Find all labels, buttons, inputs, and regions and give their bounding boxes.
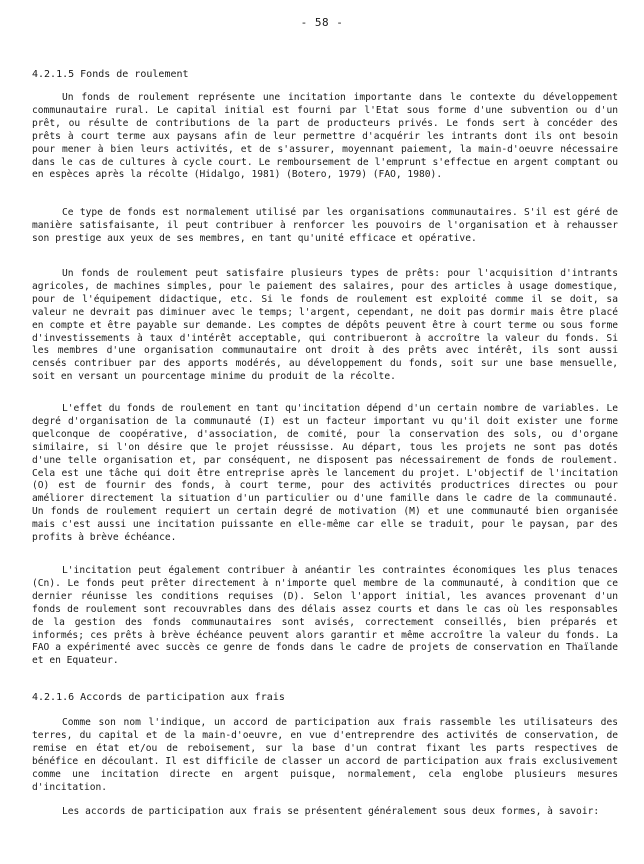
page-number: - 58 - (300, 16, 344, 29)
paragraph: L'effet du fonds de roulement en tant qu'incitation dépend d'un certain nombre de variables. Le degré d'organisation de la communauté (I) est un facteur important vu qu'il doit exister une forme quelconque de coopérative, d'association, de comité, pour la conservation des sols, ou d'organe similaire, si l'on désire que le projet réussisse. Au départ, tous les projets ne sont pas dotés d'une telle organisation et, par conséquent, ne disposent pas nécessairement de fonds de roulement. Cela est une tâche qui doit être entreprise après le lancement du projet. L'objectif de l'incitation (O) est de fournir des fonds, à court terme, pour des activités productrices directes ou pour améliorer directement la situation d'un particulier ou d'une famille dans le cadre de la communauté. Un fonds de roulement requiert un certain degré de motivation (M) et une communauté bien organisée mais c'est aussi une incitation puissante en elle-même car elle se traduit, pour le paysan, par des profits à brève échéance. (32, 403, 618, 544)
paragraph: Comme son nom l'indique, un accord de participation aux frais rassemble les utilisateurs des terres, du capital et de la main-d'oeuvre, en vue d'entreprendre des activités de conservation, de remise en état et/ou de reboisement, sur la base d'un contrat fixant les parts respectives de bénéfice en découlant. Il est difficile de classer un accord de participation aux frais exclusivement comme une incitation directe en argent puisque, normalement, cela englobe plusieurs mesures d'incitation. (32, 717, 618, 793)
paragraph: Ce type de fonds est normalement utilisé par les organisations communautaires. S'il est géré de manière satisfaisante, il peut contribuer à renforcer les pouvoirs de l'organisation et à rehausser son prestige aux yeux de ses membres, en tant qu'unité efficace et opérative. (32, 207, 618, 244)
paragraph: Les accords de participation aux frais se présentent généralement sous deux formes, à savoir: (62, 806, 600, 817)
section-heading-fonds-de-roulement: 4.2.1.5 Fonds de roulement (32, 69, 189, 80)
section-heading-accords-participation: 4.2.1.6 Accords de participation aux frais (32, 692, 285, 703)
paragraph: L'incitation peut également contribuer à anéantir les contraintes économiques les plus tenaces (Cn). Le fonds peut prêter directement à n'importe quel membre de la communauté, à condition que ce dernier réunisse les conditions requises (D). Selon l'apport initial, les avances provenant d'un fonds de roulement sont recouvrables dans des délais assez courts et dans le cas où les responsables de la gestion des fonds communautaires sont avisés, correctement conseillés, bien préparés et informés; ces prêts à brève échéance peuvent alors garantir et même accroître la valeur du fonds. La FAO a expérimenté avec succès ce genre de fonds dans le cadre de projets de conservation en Thaïlande et en Equateur. (32, 565, 618, 667)
paragraph: Un fonds de roulement peut satisfaire plusieurs types de prêts: pour l'acquisition d'intrants agricoles, de machines simples, pour le paiement des salaires, pour des articles à usage domestique, pour de l'équipement didactique, etc. Si le fonds de roulement est exploité comme il se doit, sa valeur ne devrait pas diminuer avec le temps; l'argent, cependant, ne doit pas dormir mais être placé en compte et être payable sur demande. Les comptes de dépôts peuvent être à court terme ou sous forme d'investissements à taux d'intérêt acceptable, qui contribueront à accroître la valeur du fonds. Si les membres d'une organisation communautaire ont droit à des prêts avec intérêt, ils sont aussi censés contribuer par des apports modérés, au développement du fonds, soit sur une base mensuelle, soit en versant un pourcentage minime du produit de la récolte. (32, 268, 618, 383)
paragraph: Un fonds de roulement représente une incitation importante dans le contexte du développement communautaire rural. Le capital initial est fourni par l'Etat sous forme d'une subvention ou d'un prêt, ou résulte de contributions de la part de producteurs privés. Le fonds sert à concéder des prêts à court terme aux paysans afin de leur permettre d'acquérir les intrants dont ils ont besoin pour mener à bien leurs activités, et de s'assurer, moyennant paiement, la main-d'oeuvre nécessaire dans le cas de cultures à cycle court. Le remboursement de l'emprunt s'effectue en argent comptant ou en espèces après la récolte (Hidalgo, 1981) (Botero, 1979) (FAO, 1980). (32, 92, 618, 181)
